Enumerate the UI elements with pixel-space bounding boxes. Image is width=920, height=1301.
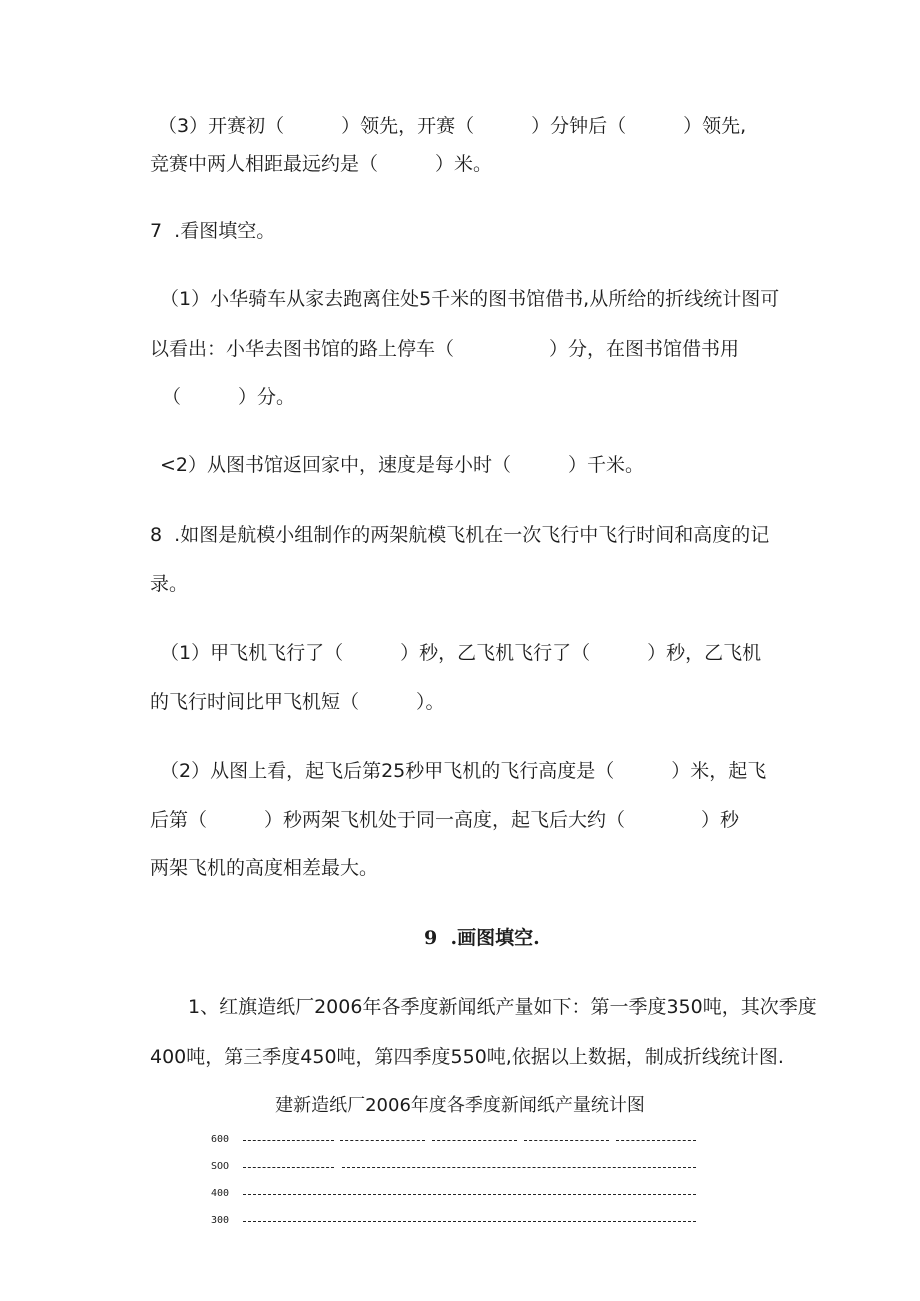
q8-part1-line1: （1）甲飞机飞行了（ ）秒，乙飞机飞行了（ ）秒，乙飞机	[160, 642, 762, 664]
q8-title-line2: 录。	[150, 573, 189, 595]
grid-dash-segment	[243, 1194, 696, 1195]
q7-part1-line3: （ ）分。	[162, 386, 296, 408]
q8-part2-line1: （2）从图上看，起飞后第25秒甲飞机的飞行高度是（ ）米，起飞	[160, 760, 767, 782]
grid-dash-segment	[616, 1140, 696, 1141]
q8-part2-line3: 两架飞机的高度相差最大。	[150, 857, 379, 879]
q7-part1-line1: （1）小华骑车从家去跑离住处5千米的图书馆借书,从所给的折线统计图可	[160, 288, 780, 310]
q8-part1-line2: 的飞行时间比甲飞机短（ ）。	[150, 691, 445, 713]
y-tick-label: SOO	[211, 1161, 230, 1172]
q9-text-line1: 1、红旗造纸厂2006年各季度新闻纸产量如下：第一季度350吨，其次季度	[188, 996, 817, 1018]
grid-dash-segment	[243, 1221, 696, 1222]
grid-dash-segment	[524, 1140, 609, 1141]
grid-dash-segment	[243, 1140, 334, 1141]
q6-part3-line2: 竞赛中两人相距最远约是（ ）米。	[150, 153, 493, 175]
q7-part2: <2）从图书馆返回家中，速度是每小时（ ）千米。	[160, 454, 645, 476]
q9-text-line2: 400吨，第三季度450吨，第四季度550吨,依据以上数据，制成折线统计图.	[150, 1046, 784, 1068]
q6-part3-line1: （3）开赛初（ ）领先，开赛（ ）分钟后（ ）领先,	[158, 115, 747, 137]
y-tick-label: 300	[211, 1215, 230, 1226]
y-tick-label: 400	[211, 1188, 230, 1199]
chart-title: 建新造纸厂2006年度各季度新闻纸产量统计图	[275, 1095, 645, 1116]
q7-part1-line2: 以看出：小华去图书馆的路上停车（ ）分，在图书馆借书用	[150, 338, 740, 360]
q8-title-line1: 8 .如图是航模小组制作的两架航模飞机在一次飞行中飞行时间和高度的记	[150, 524, 770, 546]
grid-dash-segment	[342, 1167, 696, 1168]
y-tick-label: 600	[211, 1134, 230, 1145]
q8-part2-line2: 后第（ ）秒两架飞机处于同一高度，起飞后大约（ ）秒	[150, 809, 740, 831]
grid-dash-segment	[243, 1167, 334, 1168]
q9-title: 9 .画图填空.	[424, 927, 540, 949]
grid-dash-segment	[340, 1140, 425, 1141]
grid-dash-segment	[432, 1140, 517, 1141]
q7-title: 7 .看图填空。	[150, 220, 276, 242]
